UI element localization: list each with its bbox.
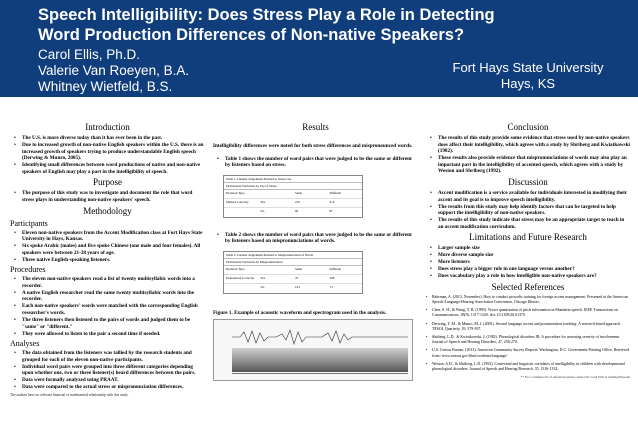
table2-title: Table 2. Listener Judgements Related to Mispronunciation of Words [224,252,362,259]
list-item: • More listeners [438,259,630,266]
list-item: • Data were formally analyzed using PRAAT. [22,377,205,384]
reference-item: • Shriberg, L.D., & Kwiatkowski, J. (1982). Phonological disorders III: A procedure for assessing severity of involvement. Journal of Speech and Hearing Disorders, 47, 256-270. [432,335,630,345]
table-header-row [224,190,362,199]
table-cell: No [260,284,265,289]
list-item: • The data obtained from the listeners was tallied by the research students and grouped for each of the eleven non-native participants. [22,350,205,363]
conclusion-list [426,135,630,175]
middle-column [213,120,418,381]
references-heading: Selected References [491,281,565,292]
table-cell: 216 [295,199,300,204]
left-column [10,120,205,398]
purpose-heading: Purpose [93,177,122,188]
table-header-row [224,266,362,275]
table-header-cell: Decision Type [226,266,245,271]
disclosure-footnote: The authors have no relevant financial or nonfinancial relationship with this study. [10,392,129,397]
table-row [224,199,362,208]
analyses-heading: Analyses [10,339,40,349]
list-item: • The results of this study provide some evidence that stress used by non-native speakers does affect their intelligibility, which agrees with a study by Shriberg and Kwiatkowski (1982). [438,135,630,155]
table2-subtitle: Participants' Decisions by Mispronunciation [224,259,362,266]
table-header-cell: Same [295,266,303,271]
introduction-heading: Introduction [85,122,130,132]
list-item: • Six spoke Arabic (males) and five spoke Chinese (one male and four females). All speakers were between 21-28 years of age. [22,243,205,256]
table-cell: No [260,208,265,213]
table-header-cell: Different [329,266,342,271]
table-header-cell: Different [329,190,342,195]
spectrogram-figure [213,319,413,381]
list-item: • The U.S. is more diverse today than it has ever been in the past. [22,135,205,142]
participants-heading: Participants [10,218,48,228]
analyses-list [10,350,205,391]
table-row [224,275,362,284]
list-item: • Accent modification is a service available for individuals interested in modifying their accent and its goal is to improve speech intelligibility. [438,190,630,203]
university-location: Hays, KS [500,76,556,91]
list-item: • Each non-native speakers' words were matched with the corresponding English researcher's words. [22,303,205,316]
table-cell [224,284,259,293]
table1-caption-list [213,156,418,169]
list-item: • Identifying small differences between word productions of native and non-native speakers of English may play a part in the intelligibility of speech. [22,162,205,175]
table-header-cell [259,266,294,274]
purpose-list [10,190,205,203]
conclusion-heading: Conclusion [507,122,549,132]
list-item: • Due to increased growth of non-native English speakers within the U.S. there is an increased growth of speakers trying to produce understandable English speech (Derwing & Munro, 2005). [22,142,205,162]
results-heading: Results [302,122,329,132]
spectrogram-graphic [232,348,408,372]
list-item: • These results also provide evidence that mispronunciations of words may also play an important part in the intelligibility of accented speech, which agrees with a study by Weston and Shriberg (1992). [438,155,630,175]
table-cell: Pronounced Correctly [226,275,255,280]
reference-item: • Weston, A.D., & Shriberg, L.D. (1992). Contextual and linguistic correlates of intelligibility in children with developmental phonological disorders. Journal of Speech and Hearing Research, 35, 1316-1332. [432,362,630,372]
table-cell: Marked Correctly [226,199,249,204]
table1-subtitle: Participants' Decisions by Use of Stress [224,183,362,190]
table-cell: Yes [260,199,266,204]
list-item: • Individual word pairs were grouped into three different categories depending upon whether one, two or three listener(s) heard differences between the pairs. [22,364,205,377]
poster-title: Speech Intelligibility: Does Stress Play a Role in Detecting Word Production Differences of Non-native Speakers? [38,6,495,44]
reference-item: • Derwing, T. M., & Munro, M. J. (2005). Second language accent and pronunciation teaching: A research-based approach. TESOL Quarterly, 39, 379-397. [432,322,630,332]
table1-title: Table 1. Listener Judgements Related to Stress Use [224,176,362,183]
discussion-heading: Discussion [508,176,548,187]
table-cell: 163 [295,284,300,289]
table-row [224,284,362,293]
right-column [426,120,630,379]
title-banner [0,0,638,97]
limitations-list [426,245,630,280]
table-header-cell: Decision Type [226,190,245,195]
list-item: • The purpose of this study was to investigate and document the role that word stress plays in understanding non-native speakers' speech. [22,190,205,203]
table2-caption-list [213,232,418,245]
table-row [224,208,362,217]
table1-caption: • Table 1 shows the number of word pairs that were judged to be the same or different by listeners based on stress. [225,156,418,169]
list-item: • Three native English-speaking listeners. [22,257,205,264]
list-item: • More diverse sample size [438,252,630,259]
introduction-list [10,135,205,175]
references-note: ** For a complete list of references please contact Dr. Carol Ellis at cbellis@fhsu.edu [520,375,630,380]
author-name: Carol Ellis, Ph.D. [38,47,141,62]
list-item: • The three listeners then listened to the pairs of words and judged them to be "same" or "different." [22,317,205,330]
table-cell: 73 [329,284,333,289]
university-block [438,60,618,92]
table-header-cell: Same [295,190,303,195]
waveform-graphic [232,328,408,346]
list-item: • Larger sample size [438,245,630,252]
participants-list [10,230,205,264]
results-intro: Intelligibility differences were noted for both stress differences and mispronounced words. [213,143,413,149]
list-item: • Does vocabulary play a role in how intelligible non-native speakers are? [438,273,630,280]
table-cell [224,208,259,217]
table1 [223,175,363,218]
author-name: Valerie Van Roeyen, B.A. [38,63,190,78]
list-item: • A native English researcher read the same twenty multisyllabic words into the recorder. [22,290,205,303]
table-cell: 210 [329,199,335,204]
table-cell: 87 [329,208,333,213]
list-item: • The results of this study indicate that stress may be an appropriate target to teach in an accent modification curriculum. [438,217,630,230]
university-name: Fort Hays State University [452,60,604,75]
table2-caption: • Table 2 shows the number of word pairs that were judged to be the same or different by listeners based on mispronunciations of words. [225,232,418,245]
procedures-list [10,276,205,337]
author-name: Whitney Wietfeld, B.S. [38,79,173,94]
list-item: • The results from this study may help identify factors that can be targeted to help support the intelligibility of non-native speakers. [438,204,630,217]
methodology-heading: Methodology [83,205,132,216]
figure1-caption: Figure 1. Example of acoustic waveform and spectrogram used in the analysis. [213,309,387,316]
list-item: • Eleven non-native speakers from the Accent Modification class at Fort Hays State University in Hays, Kansas. [22,230,205,243]
table-cell: Yes [260,275,266,280]
reference-item: • Behrman, A. (2013, November). How to conduct prosodic training for foreign accent management. Presented at the American Speech-Language-Hearing Association Convention, Chicago Illinois. [432,295,630,305]
annotation-tier [232,373,408,380]
table2 [223,251,363,294]
references-list [426,295,630,372]
table-cell: 268 [329,275,335,280]
limitations-heading: Limitations and Future Research [469,232,587,243]
table-cell: 90 [295,208,299,213]
author-list [38,47,189,95]
reference-item: • Chen, S. H., & Wang, Y. R. (1990). Vector quantization of pitch information in Mandarin speech. IEEE Transactions on Communications, 38(9), 1317-1320. doi: 10.1109/26.61370 [432,308,630,318]
procedures-heading: Procedures [10,265,46,275]
table-cell: 47 [295,275,299,280]
discussion-list [426,190,630,230]
table-header-cell [259,190,294,198]
reference-item: • U.S. Census Bureau. (2013). American Community Survey Reports. Washington, D.C: Government Printing Office. Retrieved from: www.census.gov/hhes/socdemo/language/ [432,348,630,358]
list-item: • They were allowed to listen to the pair a second time if needed. [22,331,205,338]
list-item: • Does stress play a bigger role in one language versus another? [438,266,630,273]
list-item: • Data were compared to the actual stress or mispronunciation differences. [22,384,205,391]
list-item: • The eleven non-native speakers read a list of twenty multisyllabic words into a recorder. [22,276,205,289]
